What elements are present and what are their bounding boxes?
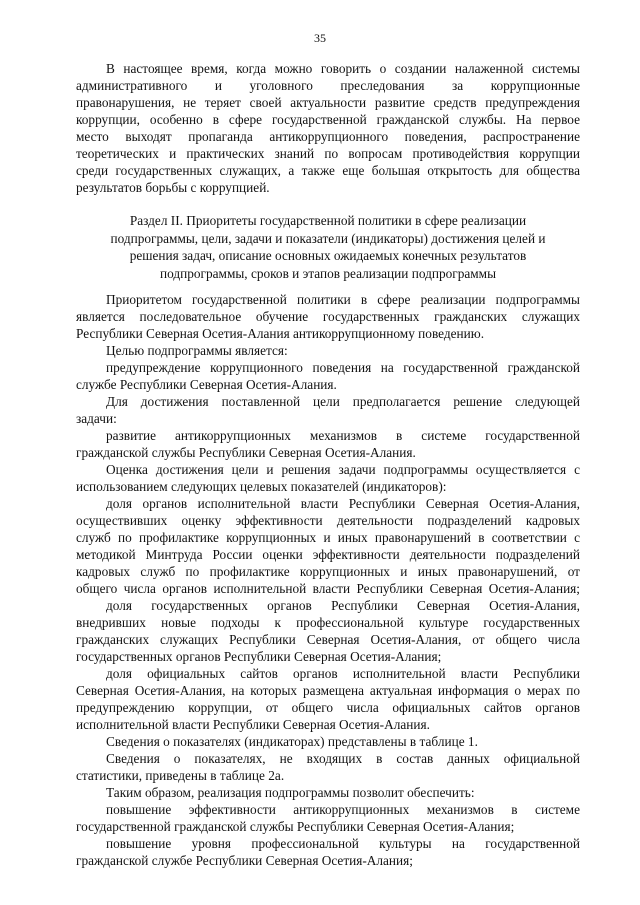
text-line: службе Республики Северная Осетия-Алания.	[76, 377, 337, 392]
text-line: осуществивших оценку эффективности деятельности подразделений кадровых	[76, 513, 580, 528]
text-line: статистики, приведены в таблице 2а.	[76, 768, 285, 783]
section-heading	[76, 212, 580, 282]
text-line: использованием следующих целевых показателей (индикаторов):	[76, 479, 447, 494]
text-line: служб по профилактике коррупционных и иных правонарушений в соответствии с	[76, 530, 580, 545]
text-line: В настоящее время, когда можно говорить о создании налаженной системы	[106, 61, 580, 76]
intro-paragraph	[76, 60, 580, 196]
text-line: Приоритетом государственной политики в сфере реализации подпрограммы	[106, 292, 580, 307]
text-line: предупреждению коррупции, от общего числа официальных сайтов органов	[76, 700, 580, 715]
heading-line: решения задач, описание основных ожидаемых конечных результатов	[129, 248, 527, 263]
text-line: Сведения о показателях (индикаторах) представлены в таблице 1.	[106, 734, 478, 749]
text-line: административного и уголовного преследования за коррупционные	[76, 78, 580, 93]
text-line: доля органов исполнительной власти Республики Северная Осетия-Алания,	[106, 496, 580, 511]
text-line: Для достижения поставленной цели предполагается решение следующей	[106, 394, 580, 409]
text-line: результатов борьбы с коррупцией.	[76, 180, 270, 195]
text-line: гражданской службе Республики Северная Осетия-Алания;	[76, 853, 413, 868]
text-line: правонарушения, не теряет своей актуальности развитие средств предупреждения	[76, 95, 580, 110]
text-line: теоретических и практических знаний по вопросам противодействия коррупции	[76, 146, 580, 161]
text-line: предупреждение коррупционного поведения на государственной гражданской	[106, 360, 580, 375]
text-line: государственной гражданской службы Республики Северная Осетия-Алания;	[76, 819, 515, 834]
text-line: коррупции, особенно в сфере государственной гражданской службы. На первое	[76, 112, 580, 127]
text-line: кадровых служб по профилактике коррупционных и иных правонарушений, от	[76, 564, 580, 579]
page-number: 35	[314, 31, 326, 45]
heading-line: подпрограммы, цели, задачи и показатели (индикаторы) достижения целей и	[110, 230, 546, 246]
text-line: государственных органов Республики Северная Осетия-Алания;	[76, 649, 442, 664]
text-line: Целью подпрограммы является:	[106, 343, 288, 358]
text-line: доля государственных органов Республики Северная Осетия-Алания,	[106, 598, 580, 613]
text-line: Северная Осетия-Алания, на которых размещена актуальная информация о мерах по	[76, 683, 580, 698]
text-line: повышение эффективности антикоррупционных механизмов в системе	[106, 802, 580, 817]
text-line: доля официальных сайтов органов исполнительной власти Республики	[106, 666, 580, 681]
text-line: Республики Северная Осетия-Алания антикоррупционному поведению.	[76, 326, 485, 341]
text-line: среди государственных служащих, а также еще большая открытость для общества	[76, 163, 580, 178]
text-line: Таким образом, реализация подпрограммы позволит обеспечить:	[106, 785, 475, 800]
text-line: является последовательное обучение государственных гражданских служащих	[76, 309, 580, 324]
text-line: исполнительной власти Республики Северная Осетия-Алания.	[76, 717, 430, 732]
text-line: Оценка достижения цели и решения задачи подпрограммы осуществляется с	[106, 462, 580, 477]
text-line: повышение уровня профессиональной культуры на государственной	[106, 836, 580, 851]
text-line: общего числа органов исполнительной власти Республики Северная Осетия-Алания;	[76, 581, 580, 596]
text-line: гражданской службы Республики Северная Осетия-Алания.	[76, 445, 416, 460]
text-line: Сведения о показателях, не входящих в состав данных официальной	[106, 751, 580, 766]
text-line: внедривших новые подходы к профессиональной культуре государственных	[76, 615, 580, 630]
text-line: методикой Минтруда России оценки эффективности деятельности подразделений	[76, 547, 580, 562]
text-line: место выходят пропаганда антикоррупционного поведения, распространение	[76, 129, 580, 144]
text-line: задачи:	[76, 411, 117, 426]
text-line: развитие антикоррупционных механизмов в системе государственной	[106, 428, 580, 443]
heading-line: Раздел II. Приоритеты государственной политики в сфере реализации	[129, 213, 527, 228]
text-line: гражданских служащих Республики Северная Осетия-Алания, от общего числа	[76, 632, 580, 647]
heading-line: подпрограммы, сроков и этапов реализации подпрограммы	[159, 265, 497, 281]
section-body	[76, 291, 580, 869]
